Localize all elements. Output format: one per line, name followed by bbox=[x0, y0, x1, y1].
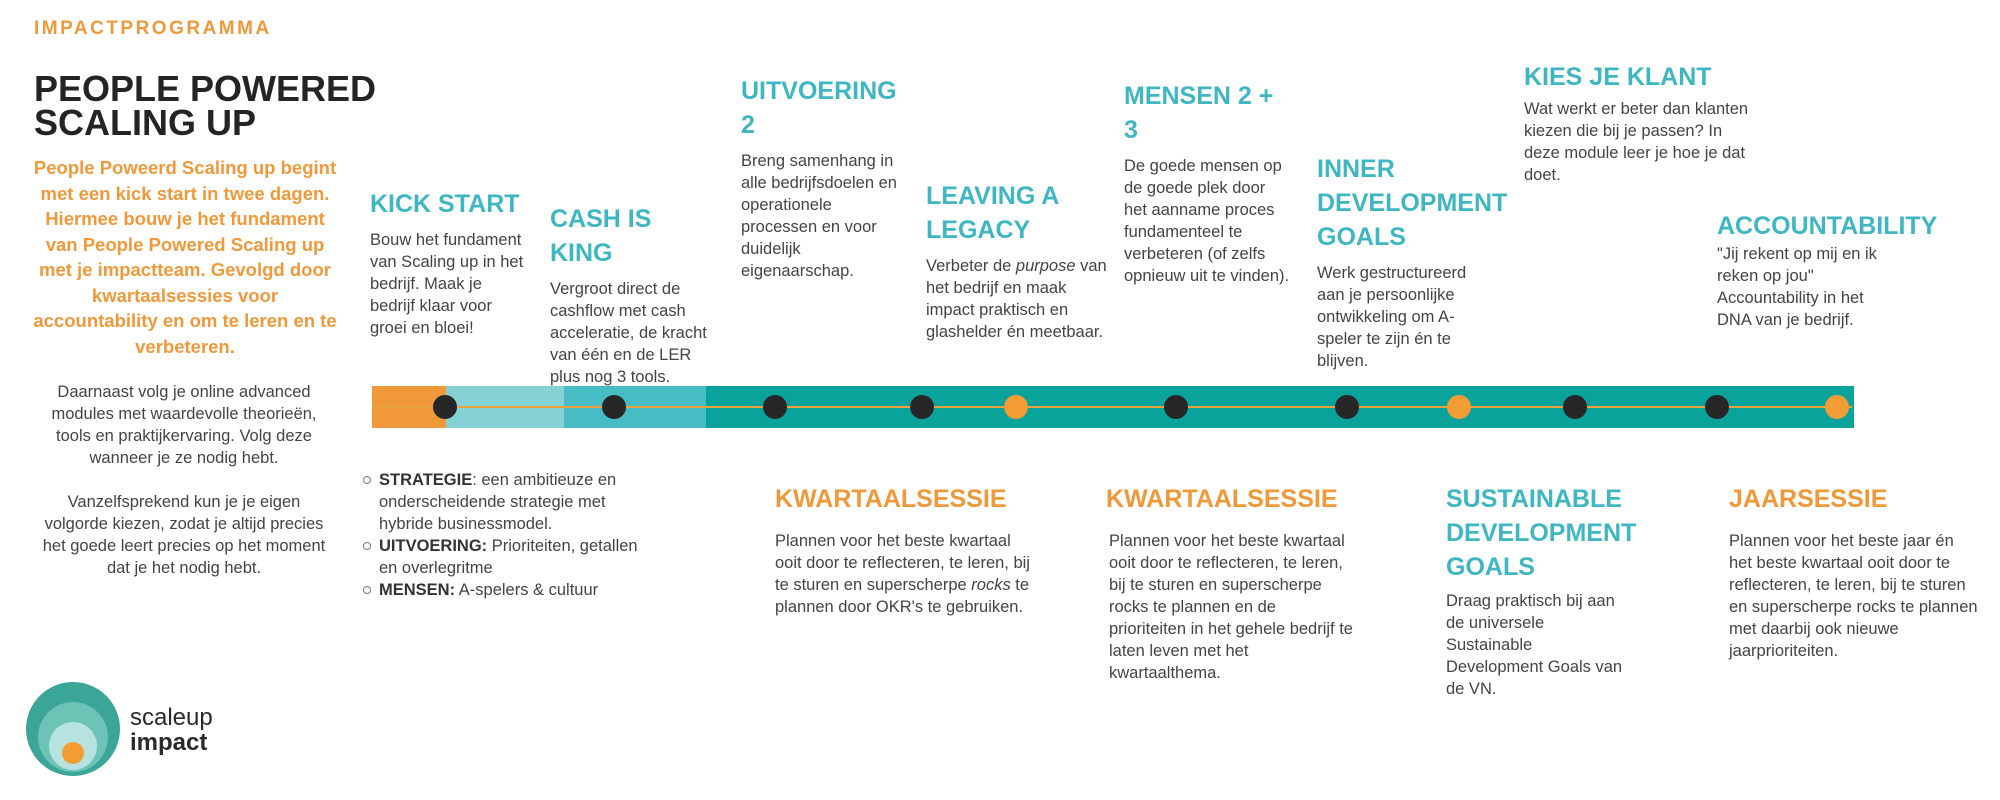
module-title-line2: DEVELOPMENT bbox=[1317, 189, 1508, 217]
timeline-dot-leaving-a-legacy bbox=[910, 395, 934, 419]
module-title: MENSEN 2 + 3 bbox=[1124, 82, 1274, 144]
paragraph-own-order: Vanzelfsprekend kun je je eigen volgorde kiezen, zodat je altijd precies het goede leert precies op het moment dat je het nodig hebt. bbox=[42, 493, 326, 577]
timeline-dot-uitvoering-2 bbox=[763, 395, 787, 419]
module-kies-je-klant bbox=[1524, 60, 1749, 186]
paragraph-advanced-modules: Daarnaast volg je online advanced modules met waardevolle theorieën, tools en praktijkervaring. Volg deze wanneer je ze nodig hebt. bbox=[51, 383, 317, 467]
module-title: KIES JE KLANT bbox=[1524, 63, 1712, 91]
module-desc: Vergroot direct de cashflow met cash acceleratie, de kracht van één en de LER plus nog 3 tools. bbox=[550, 280, 707, 386]
logo-text-line1: scaleup bbox=[130, 704, 213, 731]
module-title: CASH IS KING bbox=[550, 205, 652, 267]
list-item: UITVOERING: Prioriteiten, getallen en overlegritme bbox=[362, 535, 652, 579]
module-title: KICK START bbox=[370, 190, 520, 218]
module-desc: Verbeter de purpose van het bedrijf en maak impact praktisch en glashelder én meetbaar. bbox=[926, 257, 1107, 341]
session-jaarsessie bbox=[1729, 482, 1979, 662]
timeline-line bbox=[372, 406, 1852, 408]
timeline-dot-mensen-2-3 bbox=[1164, 395, 1188, 419]
session-desc: Plannen voor het beste kwartaal ooit door te reflecteren, te leren, bij te sturen en superscherpe rocks te plannen door OKR's te gebruiken. bbox=[775, 532, 1030, 616]
session-title: KWARTAALSESSIE bbox=[1106, 485, 1338, 513]
page-title-line2: SCALING UP bbox=[34, 102, 257, 143]
session-title: KWARTAALSESSIE bbox=[775, 485, 1007, 513]
bullet-list bbox=[362, 469, 652, 601]
session-desc: Draag praktisch bij aan de universele Sustainable Development Goals van de VN. bbox=[1446, 592, 1623, 698]
timeline-dot-kwartaalsessie-1 bbox=[1004, 395, 1028, 419]
session-kwartaalsessie-1 bbox=[775, 482, 1030, 618]
session-sustainable-development-goals bbox=[1446, 482, 1637, 700]
logo-icon bbox=[26, 682, 120, 776]
page-title bbox=[34, 68, 384, 143]
session-title-line1: SUSTAINABLE bbox=[1446, 485, 1622, 513]
module-title: UITVOERING 2 bbox=[741, 77, 897, 139]
logo-text-line2: impact bbox=[130, 729, 208, 756]
timeline-dot-cash-is-king bbox=[602, 395, 626, 419]
module-desc: "Jij rekent op mij en ik reken op jou" Accountability in het DNA van je bedrijf. bbox=[1717, 245, 1877, 329]
module-title: ACCOUNTABILITY bbox=[1717, 212, 1938, 240]
module-desc: De goede mensen op de goede plek door het aanname proces fundamenteel te verbeteren (of zelfs opnieuw uit te vinden). bbox=[1124, 157, 1290, 285]
module-desc: Werk gestructureerd aan je persoonlijke ontwikkeling om A-speler te zijn én te blijven. bbox=[1317, 264, 1467, 370]
module-title-line1: INNER bbox=[1317, 155, 1395, 183]
timeline-dot-kwartaalsessie-2 bbox=[1447, 395, 1471, 419]
session-kwartaalsessie-2 bbox=[1106, 482, 1356, 684]
page-title-line1: PEOPLE POWERED bbox=[34, 68, 377, 109]
list-item: STRATEGIE: een ambitieuze en onderscheidende strategie met hybride businessmodel. bbox=[362, 469, 652, 535]
list-item: MENSEN: A-spelers & cultuur bbox=[362, 579, 652, 601]
timeline-dot-inner-development-goals bbox=[1335, 395, 1359, 419]
module-desc: Bouw het fundament van Scaling up in het bedrijf. Maak je bedrijf klaar voor groei en bloei! bbox=[370, 231, 524, 337]
session-title: JAARSESSIE bbox=[1729, 485, 1888, 513]
module-title-line3: GOALS bbox=[1317, 223, 1406, 251]
module-mensen-2-3 bbox=[1124, 79, 1292, 287]
module-desc: Breng samenhang in alle bedrijfsdoelen en operationele processen en voor duidelijk eigenaarschap. bbox=[741, 152, 897, 280]
module-title-line2: LEGACY bbox=[926, 216, 1031, 244]
timeline-dot-kies-je-klant bbox=[1563, 395, 1587, 419]
timeline-dot-jaarsessie bbox=[1825, 395, 1849, 419]
module-title-line1: LEAVING A bbox=[926, 182, 1060, 210]
logo-wordmark bbox=[130, 705, 213, 755]
module-leaving-a-legacy bbox=[926, 179, 1111, 343]
session-title-line2: DEVELOPMENT bbox=[1446, 519, 1637, 547]
module-uitvoering-2 bbox=[741, 74, 901, 282]
module-cash-is-king bbox=[550, 202, 715, 388]
timeline-dot-kick-start bbox=[433, 395, 457, 419]
intro-text: People Poweerd Scaling up begint met een kick start in twee dagen. Hiermee bouw je het fundament van People Powered Scaling up met je impactteam. Gevolgd door kwartaalsessies voor accountability en om te leren en te verbeteren. bbox=[33, 157, 337, 357]
session-title-line3: GOALS bbox=[1446, 553, 1535, 581]
session-desc: Plannen voor het beste jaar én het beste kwartaal ooit door te reflecteren, te leren, bij te sturen en superscherpe rocks te plannen met daarbij ook nieuwe jaarprioriteiten. bbox=[1729, 532, 1978, 660]
module-inner-development-goals bbox=[1317, 152, 1508, 372]
module-kick-start bbox=[370, 187, 530, 339]
session-desc: Plannen voor het beste kwartaal ooit door te reflecteren, te leren, bij te sturen en superscherpe rocks te plannen en de prioriteiten in het gehele bedrijf te laten leven met het kwartaalthema. bbox=[1109, 532, 1353, 682]
timeline-dot-accountability bbox=[1705, 395, 1729, 419]
module-desc: Wat werkt er beter dan klanten kiezen die bij je passen? In deze module leer je hoe je dat doet. bbox=[1524, 100, 1749, 184]
program-tag: IMPACTPROGRAMMA bbox=[34, 18, 272, 39]
module-accountability bbox=[1717, 209, 1938, 331]
